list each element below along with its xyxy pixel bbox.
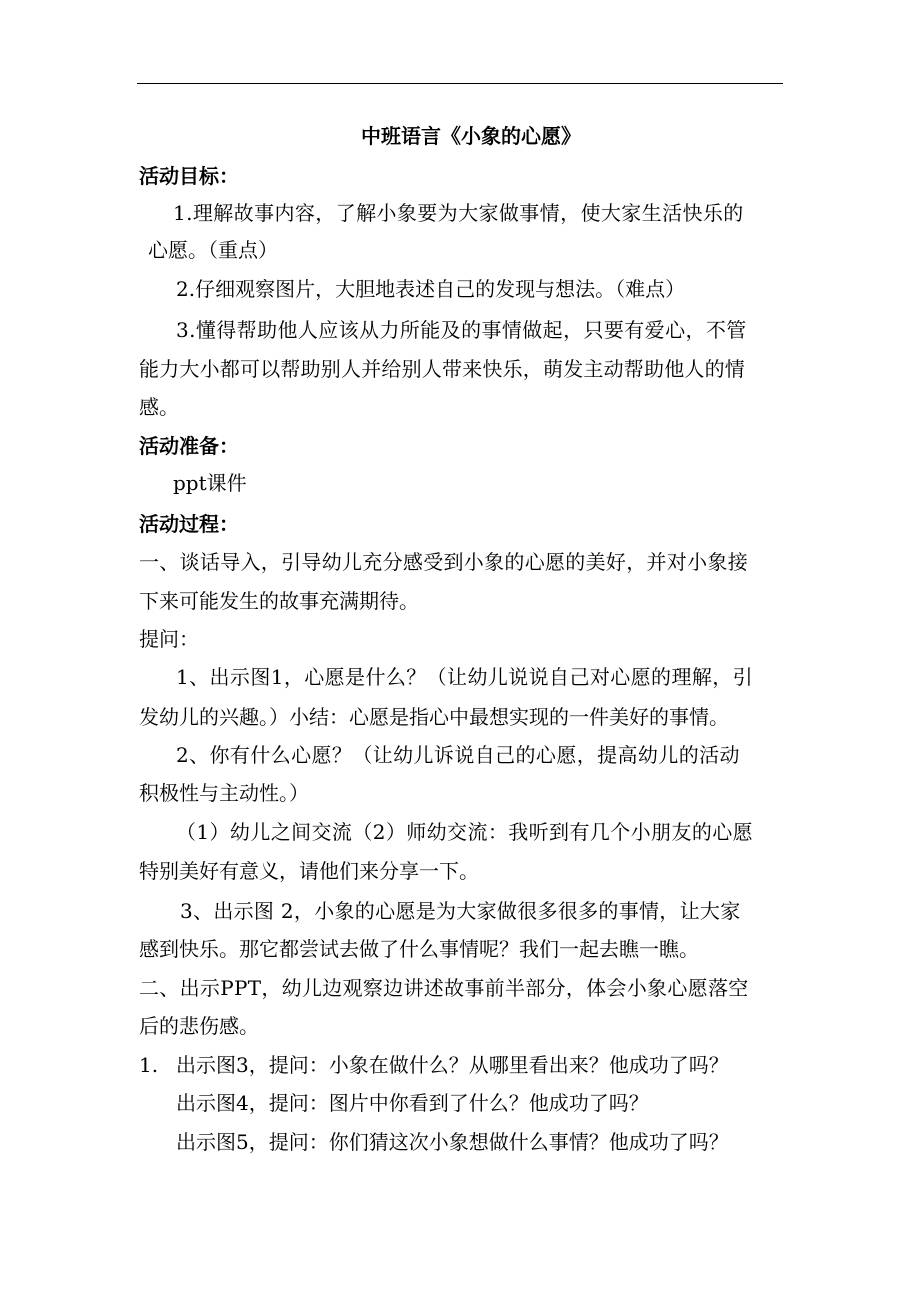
goal-1-line-2: 心愿。（重点） (148, 238, 278, 262)
heading-preparation: 活动准备： (139, 434, 239, 458)
list-item-figure-4: 出示图4，提问：图片中你看到了什么？他成功了吗？ (176, 1091, 649, 1115)
preparation-item: ppt课件 (173, 471, 247, 495)
heading-goals: 活动目标： (139, 164, 239, 188)
goal-1-line-1: 1.理解故事内容，了解小象要为大家做事情，使大家生活快乐的 (173, 201, 744, 225)
list-item-figure-5: 出示图5，提问：你们猜这次小象想做什么事情？他成功了吗？ (176, 1130, 729, 1154)
question-2-line-2: 积极性与主动性。） (139, 781, 309, 805)
goal-3-line-1: 3.懂得帮助他人应该从力所能及的事情做起，只要有爱心，不管 (176, 318, 747, 342)
question-3-line-1: 3、出示图 2，小象的心愿是为大家做很多很多的事情，让大家 (180, 899, 741, 923)
question-2-line-1: 2、你有什么心愿？（让幼儿诉说自己的心愿，提高幼儿的活动 (176, 743, 740, 767)
question-1-line-2: 发幼儿的兴趣。）小结：心愿是指心中最想实现的一件美好的事情。 (139, 705, 729, 729)
exchange-line-1: （1）幼儿之间交流（2）师幼交流：我听到有几个小朋友的心愿 (176, 820, 754, 844)
heading-process: 活动过程： (139, 512, 239, 536)
process-1-line-1: 一、谈话导入，引导幼儿充分感受到小象的心愿的美好，并对小象接 (139, 550, 748, 574)
question-3-line-2: 感到快乐。那它都尝试去做了什么事情呢？我们一起去瞧一瞧。 (139, 937, 699, 961)
process-2-line-1: 二、出示PPT，幼儿边观察边讲述故事前半部分，体会小象心愿落空 (139, 976, 749, 1000)
question-label: 提问： (139, 627, 199, 651)
list-item-figure-3: 出示图3，提问：小象在做什么？从哪里看出来？他成功了吗？ (176, 1053, 729, 1077)
header-rule (137, 83, 783, 84)
goal-2: 2.仔细观察图片，大胆地表述自己的发现与想法。（难点） (176, 277, 686, 301)
doc-title: 中班语言《小象的心愿》 (361, 124, 581, 148)
process-1-line-2: 下来可能发生的故事充满期待。 (139, 589, 419, 613)
exchange-line-2: 特别美好有意义，请他们来分享一下。 (139, 859, 479, 883)
process-2-line-2: 后的悲伤感。 (139, 1014, 259, 1038)
goal-3-line-3: 感。 (139, 395, 179, 419)
question-1-line-1: 1、出示图1，心愿是什么？（让幼儿说说自己对心愿的理解，引 (176, 665, 754, 689)
goal-3-line-2: 能力大小都可以帮助别人并给别人带来快乐，萌发主动帮助他人的情 (139, 357, 745, 381)
list-number-1: 1. (139, 1053, 159, 1077)
